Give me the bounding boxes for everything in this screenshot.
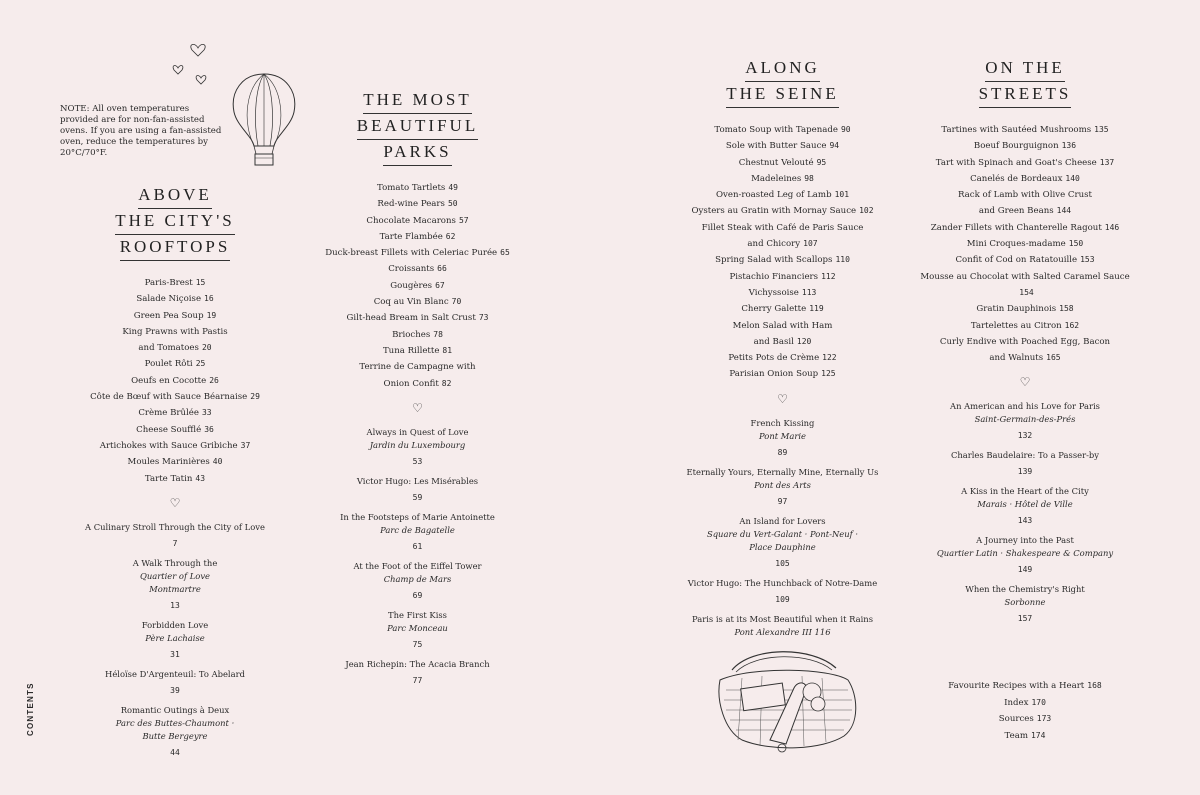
recipe-entry[interactable] xyxy=(670,187,895,203)
page-number: 70 xyxy=(451,297,462,307)
page-number: 77 xyxy=(412,675,423,685)
recipe-entry[interactable] xyxy=(915,122,1135,138)
page-number: 33 xyxy=(201,408,212,418)
story-location: Place Dauphine xyxy=(749,541,816,552)
recipe-name: Team xyxy=(1004,730,1028,741)
story-title: French Kissing xyxy=(750,417,815,428)
story-location: Montmartre xyxy=(149,583,201,594)
recipe-entry[interactable] xyxy=(300,196,535,212)
page-number: 132 xyxy=(1017,431,1033,441)
recipe-entry[interactable] xyxy=(300,180,535,196)
recipe-entry[interactable] xyxy=(300,213,535,229)
story-location: Pont des Arts xyxy=(754,479,811,490)
story-title: Always in Quest of Love xyxy=(366,426,469,437)
recipe-entry[interactable] xyxy=(670,334,895,350)
recipe-entry[interactable] xyxy=(915,138,1135,154)
recipe-name: Oysters au Gratin with Mornay Sauce xyxy=(691,206,857,217)
recipe-name: Sole with Butter Sauce xyxy=(725,141,827,152)
page-number: 143 xyxy=(1017,516,1033,526)
recipe-name: Parisian Onion Soup xyxy=(729,369,819,380)
page-number: 26 xyxy=(209,375,219,385)
story-location: Square du Vert-Galant · Pont-Neuf · xyxy=(706,528,859,539)
page-number: 57 xyxy=(458,215,469,225)
page-number: 69 xyxy=(412,590,423,600)
recipe-entry[interactable] xyxy=(670,236,895,252)
hearts-illustration xyxy=(168,40,218,90)
recipe-entry[interactable] xyxy=(50,356,300,372)
title-line: THE CITY'S xyxy=(115,209,234,235)
recipe-entry[interactable] xyxy=(915,678,1135,695)
recipe-entry[interactable] xyxy=(50,340,300,356)
recipe-name: Cheese Soufflé xyxy=(136,424,202,435)
recipe-entry[interactable] xyxy=(915,695,1135,712)
page-number: 19 xyxy=(206,310,217,320)
page-number: 66 xyxy=(437,264,447,274)
recipe-name: King Prawns with Pastis xyxy=(122,326,228,337)
page-number: 82 xyxy=(441,378,452,388)
story-location: Quartier Latin · Shakespeare & Company xyxy=(936,548,1114,559)
page-number: 105 xyxy=(775,558,790,568)
story-entry[interactable] xyxy=(50,521,300,550)
recipe-name: Moules Marinières xyxy=(127,457,210,468)
section-title xyxy=(50,183,300,261)
recipe-entry[interactable] xyxy=(300,327,535,343)
page-number: 95 xyxy=(816,157,827,167)
recipe-name: Tartines with Sautéed Mushrooms xyxy=(941,125,1092,135)
recipe-entry[interactable] xyxy=(915,318,1135,334)
page-number: 39 xyxy=(170,685,180,695)
story-title: In the Footsteps of Marie Antoinette xyxy=(340,511,495,522)
title-line: STREETS xyxy=(979,82,1072,108)
recipe-entry[interactable] xyxy=(670,366,895,382)
story-entry[interactable] xyxy=(915,583,1135,625)
story-title: A Culinary Stroll Through the City of Love xyxy=(85,521,265,532)
page-number: 40 xyxy=(212,457,223,467)
recipe-entry[interactable] xyxy=(300,278,535,294)
story-entry[interactable] xyxy=(300,475,535,504)
story-location: Parc des Buttes-Chaumont · xyxy=(115,717,235,728)
recipe-name: Pistachio Financiers xyxy=(729,271,819,282)
recipe-name: Madeleines xyxy=(751,173,802,184)
section-seine xyxy=(670,56,895,646)
recipe-name: Fillet Steak with Café de Paris Sauce xyxy=(701,222,864,233)
story-entry[interactable] xyxy=(300,609,535,651)
page-number: 110 xyxy=(835,255,850,265)
recipe-name: Red-wine Pears xyxy=(377,199,445,210)
recipe-entry[interactable] xyxy=(915,350,1135,366)
recipe-name: and Chicory xyxy=(747,239,801,250)
page-number: 136 xyxy=(1061,141,1077,151)
recipe-name: Coq au Vin Blanc xyxy=(373,297,449,308)
page-number: 97 xyxy=(777,496,788,506)
story-title: Romantic Outings à Deux xyxy=(120,704,230,715)
recipe-entry[interactable] xyxy=(50,454,300,470)
recipe-entry[interactable] xyxy=(300,245,535,261)
story-location: Quartier of Love xyxy=(139,570,211,581)
recipe-entry[interactable] xyxy=(50,422,300,438)
story-location: Parc de Bagatelle xyxy=(380,524,455,535)
page-number: 122 xyxy=(822,353,837,363)
back-matter-list xyxy=(915,678,1135,744)
recipe-name: Tart with Spinach and Goat's Cheese xyxy=(935,157,1097,168)
page-number: 65 xyxy=(500,248,510,258)
page-number: 112 xyxy=(821,271,836,281)
recipe-entry[interactable] xyxy=(300,261,535,277)
recipe-list xyxy=(50,275,300,487)
recipe-name: Paris-Brest xyxy=(144,278,193,288)
page-number: 149 xyxy=(1017,565,1033,575)
recipe-entry[interactable] xyxy=(670,269,895,285)
section-parks xyxy=(300,88,535,694)
recipe-name: Cherry Galette xyxy=(741,304,807,315)
recipe-name: Rack of Lamb with Olive Crust xyxy=(958,190,1092,201)
page-number: 36 xyxy=(204,424,214,434)
recipe-name: Sources xyxy=(998,714,1034,724)
recipe-entry[interactable] xyxy=(50,373,300,389)
story-location: Saint-Germain-des-Prés xyxy=(974,414,1076,425)
story-title: Eternally Yours, Eternally Mine, Eternally Us xyxy=(686,466,879,477)
recipe-name: Zander Fillets with Chanterelle Ragout xyxy=(930,222,1102,233)
page-number: 165 xyxy=(1046,353,1061,363)
recipe-entry[interactable] xyxy=(300,376,535,392)
recipe-entry[interactable] xyxy=(915,220,1135,236)
recipe-name: Tarte Flambée xyxy=(379,231,443,242)
recipe-name: Terrine de Campagne with xyxy=(359,362,476,373)
page-number: 90 xyxy=(840,125,851,134)
title-line: THE MOST xyxy=(363,88,472,114)
recipe-entry[interactable] xyxy=(50,389,300,405)
story-title: At the Foot of the Eiffel Tower xyxy=(353,560,482,571)
page-number: 168 xyxy=(1087,681,1102,690)
page-number: 61 xyxy=(412,541,423,551)
recipe-name: Duck-breast Fillets with Celeriac Purée xyxy=(325,248,498,259)
recipe-name: Spring Salad with Scallops xyxy=(715,255,833,266)
story-location: Père Lachaise xyxy=(145,632,205,643)
recipe-name: and Tomatoes xyxy=(138,343,199,354)
oven-note: NOTE: All oven temperatures provided are for non-fan-assisted ovens. If you are using a fan-assisted oven, reduce the temperatures by 20°C/70°F. xyxy=(60,104,222,158)
story-entry[interactable] xyxy=(50,668,300,697)
recipe-name: Crème Brûlée xyxy=(138,408,199,419)
heart-icon: ♡ xyxy=(1019,375,1031,390)
recipe-entry[interactable] xyxy=(50,471,300,487)
recipe-entry[interactable] xyxy=(670,155,895,171)
recipe-name: Artichokes with Sauce Gribiche xyxy=(99,440,238,451)
story-entry[interactable] xyxy=(300,426,535,468)
story-list xyxy=(300,426,535,687)
recipe-name: Favourite Recipes with a Heart xyxy=(948,681,1085,691)
recipe-entry[interactable] xyxy=(50,291,300,307)
story-entry[interactable] xyxy=(300,560,535,602)
recipe-entry[interactable] xyxy=(50,275,300,291)
recipe-entry[interactable] xyxy=(300,359,535,375)
story-title: When the Chemistry's Right xyxy=(965,584,1085,595)
page-number: 67 xyxy=(435,280,445,290)
recipe-name: Salade Niçoise xyxy=(136,294,202,305)
page-number: 120 xyxy=(796,336,812,346)
story-entry[interactable] xyxy=(670,417,895,459)
page-number: 119 xyxy=(809,304,824,314)
page-number: 13 xyxy=(170,600,180,610)
recipe-name: and Green Beans xyxy=(978,206,1054,217)
page-number: 73 xyxy=(478,313,489,323)
page-number: 113 xyxy=(801,287,817,297)
section-streets xyxy=(915,56,1135,632)
page-number: 43 xyxy=(195,473,206,483)
recipe-list xyxy=(300,180,535,392)
page-number: 29 xyxy=(250,392,260,402)
story-title: The First Kiss xyxy=(388,609,447,620)
story-entry[interactable] xyxy=(670,466,895,508)
page-number: 94 xyxy=(829,141,840,151)
page-number: 44 xyxy=(170,747,180,757)
story-title: Victor Hugo: The Hunchback of Notre-Dame xyxy=(687,577,878,588)
recipe-list xyxy=(915,122,1135,366)
recipe-entry[interactable] xyxy=(670,220,895,236)
page-number: 16 xyxy=(204,294,214,304)
title-line: ROOFTOPS xyxy=(120,235,231,261)
section-title xyxy=(915,56,1135,108)
recipe-name: Croissants xyxy=(388,264,435,275)
page-number: 98 xyxy=(804,173,814,183)
story-list xyxy=(915,400,1135,625)
recipe-name: Tarte Tatin xyxy=(144,473,193,484)
title-line: THE SEINE xyxy=(726,82,838,108)
recipe-entry[interactable] xyxy=(915,334,1135,350)
page-number: 50 xyxy=(447,199,458,209)
story-entry[interactable] xyxy=(915,400,1135,442)
story-title: Forbidden Love xyxy=(141,619,209,630)
story-location: Sorbonne xyxy=(1004,597,1046,608)
recipe-name: Mousse au Chocolat with Salted Caramel Sauce xyxy=(920,271,1130,282)
story-entry[interactable] xyxy=(670,577,895,606)
story-location: Pont Marie xyxy=(759,430,806,441)
recipe-entry[interactable] xyxy=(915,236,1135,252)
hot-air-balloon-illustration xyxy=(224,70,304,170)
recipe-name: Curly Endive with Poached Egg, Bacon xyxy=(939,336,1111,347)
story-title: A Kiss in the Heart of the City xyxy=(961,486,1089,497)
recipe-name: Poulet Rôti xyxy=(144,359,193,370)
story-title: Jean Richepin: The Acacia Branch xyxy=(345,658,490,669)
recipe-entry[interactable] xyxy=(670,318,895,334)
page-number: 144 xyxy=(1056,206,1072,216)
page-number: 146 xyxy=(1104,222,1120,232)
recipe-entry[interactable] xyxy=(915,728,1135,745)
side-tab-contents: CONTENTS xyxy=(26,682,35,736)
recipe-name: Brioches xyxy=(392,329,431,340)
title-line: ABOVE xyxy=(138,183,212,209)
recipe-entry[interactable] xyxy=(915,171,1135,187)
recipe-entry[interactable] xyxy=(670,203,895,219)
recipe-entry[interactable] xyxy=(50,308,300,324)
story-title: Héloïse D'Argenteuil: To Abelard xyxy=(105,668,245,679)
recipe-entry[interactable] xyxy=(300,294,535,310)
recipe-entry[interactable] xyxy=(670,122,895,138)
story-entry[interactable] xyxy=(50,619,300,661)
recipe-name: Côte de Bœuf with Sauce Béarnaise xyxy=(90,392,248,403)
page-number: 158 xyxy=(1059,304,1074,314)
page-number: 139 xyxy=(1017,467,1033,477)
story-entry[interactable] xyxy=(300,658,535,687)
recipe-entry[interactable] xyxy=(915,711,1135,728)
title-line: ALONG xyxy=(745,56,820,82)
page-number: 107 xyxy=(803,239,818,249)
page-number: 31 xyxy=(170,649,180,659)
story-list xyxy=(50,521,300,759)
story-entry[interactable] xyxy=(670,613,895,639)
story-title: Paris is at its Most Beautiful when it Rains xyxy=(691,613,874,624)
page-number: 174 xyxy=(1030,730,1046,740)
story-list xyxy=(670,417,895,639)
recipe-name: Vichyssoise xyxy=(748,287,799,298)
recipe-name: Gilt-head Bream in Salt Crust xyxy=(346,313,476,324)
page-number: 173 xyxy=(1036,714,1052,723)
page-number: 20 xyxy=(201,343,212,353)
recipe-name: Oven-roasted Leg of Lamb xyxy=(715,190,832,201)
recipe-name: and Walnuts xyxy=(989,353,1044,364)
recipe-entry[interactable] xyxy=(670,285,895,301)
recipe-entry[interactable] xyxy=(670,350,895,366)
recipe-name: Tomato Soup with Tapenade xyxy=(714,125,838,135)
recipe-name: Petits Pots de Crème xyxy=(728,353,820,364)
story-entry[interactable] xyxy=(50,557,300,612)
page-number: 102 xyxy=(859,206,874,216)
page-number: 53 xyxy=(412,456,423,466)
story-title: A Walk Through the xyxy=(132,557,218,568)
recipe-entry[interactable] xyxy=(300,343,535,359)
recipe-entry[interactable] xyxy=(670,301,895,317)
story-title: A Journey into the Past xyxy=(976,535,1074,546)
recipe-name: Green Pea Soup xyxy=(133,310,204,321)
recipe-name: Index xyxy=(1004,697,1029,708)
page-number: 81 xyxy=(442,345,453,355)
recipe-entry[interactable] xyxy=(915,155,1135,171)
section-rooftops xyxy=(50,183,300,766)
recipe-entry[interactable] xyxy=(915,187,1135,203)
recipe-name: Chestnut Velouté xyxy=(738,157,814,168)
page-number: 101 xyxy=(834,190,850,200)
recipe-entry[interactable] xyxy=(50,324,300,340)
recipe-entry[interactable] xyxy=(915,285,1135,301)
recipe-entry[interactable] xyxy=(915,269,1135,285)
page-number: 137 xyxy=(1099,157,1115,167)
recipe-name: Tuna Rillette xyxy=(382,345,440,356)
recipe-name: Onion Confit xyxy=(383,378,439,389)
page-number: 162 xyxy=(1064,320,1080,330)
title-line: PARKS xyxy=(383,140,451,166)
recipe-name: and Basil xyxy=(753,336,794,347)
story-entry[interactable] xyxy=(670,515,895,570)
page-number: 109 xyxy=(775,594,790,604)
page-number: 15 xyxy=(195,278,206,287)
recipe-entry[interactable] xyxy=(300,310,535,326)
story-title: Charles Baudelaire: To a Passer-by xyxy=(950,450,1100,461)
page-number: 125 xyxy=(821,369,836,379)
page-number: 157 xyxy=(1017,614,1033,624)
recipe-entry[interactable] xyxy=(50,405,300,421)
section-title xyxy=(670,56,895,108)
recipe-name: Mini Croques-madame xyxy=(966,239,1066,250)
page-number: 153 xyxy=(1080,255,1095,265)
recipe-entry[interactable] xyxy=(50,438,300,454)
recipe-name: Gratin Dauphinois xyxy=(976,304,1057,315)
story-location: Pont Alexandre III 116 xyxy=(734,626,831,637)
story-title: An American and his Love for Paris xyxy=(950,401,1100,412)
title-line: BEAUTIFUL xyxy=(357,114,478,140)
story-location: Marais · Hôtel de Ville xyxy=(977,499,1073,510)
recipe-entry[interactable] xyxy=(915,203,1135,219)
recipe-name: Confit of Cod on Ratatouille xyxy=(955,255,1078,266)
story-location: Champ de Mars xyxy=(383,573,452,584)
picnic-basket-illustration xyxy=(712,640,862,755)
page-number: 7 xyxy=(172,538,178,548)
story-location: Butte Bergeyre xyxy=(142,730,208,741)
title-line: ON THE xyxy=(985,56,1065,82)
recipe-name: Tartelettes au Citron xyxy=(970,320,1062,331)
story-entry[interactable] xyxy=(300,511,535,553)
page-number: 75 xyxy=(412,639,423,649)
story-entry[interactable] xyxy=(915,534,1135,576)
story-title: An Island for Lovers xyxy=(739,515,826,526)
recipe-entry[interactable] xyxy=(670,138,895,154)
recipe-name: Melon Salad with Ham xyxy=(732,320,833,331)
recipe-name: Gougères xyxy=(390,280,433,291)
recipe-name: Canelés de Bordeaux xyxy=(970,173,1063,184)
page-number: 25 xyxy=(195,359,206,369)
page-number: 140 xyxy=(1065,173,1080,183)
recipe-list xyxy=(670,122,895,383)
heart-icon: ♡ xyxy=(169,495,181,510)
heart-icon: ♡ xyxy=(412,400,423,415)
page-number: 89 xyxy=(777,447,788,457)
recipe-name: Chocolate Macarons xyxy=(366,215,456,226)
recipe-entry[interactable] xyxy=(670,171,895,187)
page-number: 135 xyxy=(1094,125,1109,134)
page-number: 170 xyxy=(1031,697,1046,707)
recipe-entry[interactable] xyxy=(915,252,1135,268)
story-location: Jardin du Luxembourg xyxy=(369,439,466,450)
section-title xyxy=(300,88,535,166)
page-number: 49 xyxy=(448,183,458,192)
recipe-entry[interactable] xyxy=(915,301,1135,317)
page-number: 154 xyxy=(1019,287,1034,297)
story-entry[interactable] xyxy=(50,704,300,759)
page-number: 150 xyxy=(1068,239,1084,249)
story-title: Victor Hugo: Les Misérables xyxy=(356,475,479,486)
page-number: 37 xyxy=(240,440,251,450)
story-entry[interactable] xyxy=(915,449,1135,478)
heart-icon: ♡ xyxy=(777,391,788,406)
recipe-name: Oeufs en Cocotte xyxy=(131,375,207,386)
page-number: 62 xyxy=(445,231,456,241)
page-number: 78 xyxy=(433,329,443,339)
recipe-entry[interactable] xyxy=(670,252,895,268)
story-location: Parc Monceau xyxy=(387,622,448,633)
recipe-name: Tomato Tartlets xyxy=(377,183,446,193)
story-entry[interactable] xyxy=(915,485,1135,527)
page-number: 59 xyxy=(412,492,423,502)
recipe-entry[interactable] xyxy=(300,229,535,245)
recipe-name: Boeuf Bourguignon xyxy=(973,141,1059,152)
